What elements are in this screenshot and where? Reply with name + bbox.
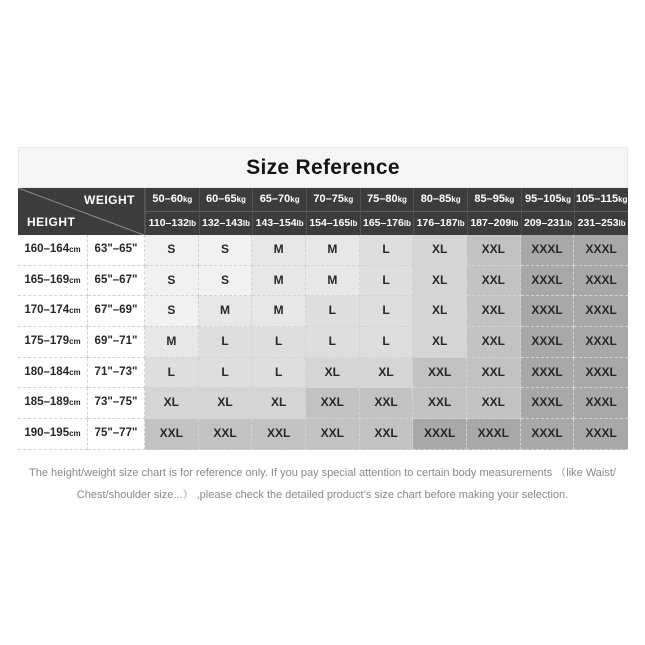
size-cell: XL bbox=[252, 388, 306, 419]
size-reference-card bbox=[18, 147, 628, 450]
unit-label: lb bbox=[511, 218, 519, 228]
unit-label: lb bbox=[403, 218, 411, 228]
weight-lb-cell: 176–187lb bbox=[413, 212, 467, 236]
size-cell: XXL bbox=[252, 419, 306, 450]
size-cell: XXL bbox=[467, 358, 521, 389]
height-inches-cell: 73"–75" bbox=[88, 388, 145, 419]
size-cell: L bbox=[199, 327, 253, 358]
size-cell: XXL bbox=[467, 296, 521, 327]
height-inches-cell: 71"–73" bbox=[88, 358, 145, 389]
size-cell: M bbox=[199, 296, 253, 327]
unit-label: kg bbox=[397, 195, 407, 204]
corner-cell bbox=[18, 188, 145, 235]
size-cell: XL bbox=[306, 358, 360, 389]
size-cell: XXL bbox=[467, 327, 521, 358]
size-cell: S bbox=[145, 296, 199, 327]
unit-label: kg bbox=[618, 195, 628, 204]
size-cell: XXXL bbox=[574, 419, 628, 450]
weight-lb-cell: 110–132lb bbox=[145, 212, 199, 236]
weight-header-row bbox=[18, 188, 628, 235]
weight-lb-cell: 187–209lb bbox=[467, 212, 521, 236]
unit-label: kg bbox=[561, 195, 572, 204]
weight-lb-cell: 231–253lb bbox=[574, 212, 628, 236]
height-cm-cell: 185–189cm bbox=[18, 388, 88, 419]
unit-label: kg bbox=[504, 195, 515, 204]
size-cell: XXXL bbox=[521, 419, 575, 450]
size-cell: L bbox=[252, 358, 306, 389]
weight-kg-cell: 65–70kg bbox=[252, 188, 306, 212]
size-cell: XXXL bbox=[574, 266, 628, 297]
size-cell: XXL bbox=[413, 388, 467, 419]
size-cell: M bbox=[306, 266, 360, 297]
weight-kg-cell: 105–115kg bbox=[574, 188, 628, 212]
size-cell: XXL bbox=[306, 419, 360, 450]
unit-label: cm bbox=[69, 429, 81, 439]
weight-lb-cell: 165–176lb bbox=[360, 212, 414, 236]
size-cell: L bbox=[306, 327, 360, 358]
size-table-body bbox=[18, 235, 628, 450]
height-inches-cell: 69"–71" bbox=[88, 327, 145, 358]
size-cell: XXXL bbox=[574, 296, 628, 327]
size-cell: L bbox=[306, 296, 360, 327]
height-cm-cell: 170–174cm bbox=[18, 296, 88, 327]
size-cell: XXL bbox=[306, 388, 360, 419]
size-cell: XXXL bbox=[413, 419, 467, 450]
size-cell: XL bbox=[413, 235, 467, 266]
size-cell: XL bbox=[413, 327, 467, 358]
page-title: Size Reference bbox=[246, 155, 400, 179]
size-cell: XXL bbox=[145, 419, 199, 450]
height-inches-cell: 65"–67" bbox=[88, 266, 145, 297]
unit-label: kg bbox=[290, 195, 300, 204]
size-cell: XXL bbox=[360, 419, 414, 450]
size-cell: XXL bbox=[199, 419, 253, 450]
size-cell: XXL bbox=[467, 388, 521, 419]
size-cell: XXXL bbox=[521, 358, 575, 389]
size-cell: XL bbox=[360, 358, 414, 389]
size-cell: XXXL bbox=[521, 327, 575, 358]
height-cm-cell: 180–184cm bbox=[18, 358, 88, 389]
unit-label: cm bbox=[69, 275, 81, 285]
weight-kg-cell: 85–95kg bbox=[467, 188, 521, 212]
height-cm-cell: 190–195cm bbox=[18, 419, 88, 450]
height-cm-cell: 160–164cm bbox=[18, 235, 88, 266]
size-cell: XXL bbox=[467, 235, 521, 266]
weight-lb-cell: 143–154lb bbox=[252, 212, 306, 236]
size-cell: XL bbox=[413, 296, 467, 327]
unit-label: lb bbox=[564, 218, 572, 228]
size-cell: XL bbox=[145, 388, 199, 419]
size-cell: L bbox=[360, 266, 414, 297]
height-cm-cell: 165–169cm bbox=[18, 266, 88, 297]
weight-kg-cell: 60–65kg bbox=[199, 188, 253, 212]
unit-label: cm bbox=[69, 337, 81, 347]
size-cell: M bbox=[252, 296, 306, 327]
size-cell: XXXL bbox=[574, 358, 628, 389]
disclaimer-text bbox=[0, 462, 645, 506]
disclaimer-line-2: Chest/shoulder size...） ,please check the detailed product’s size chart before making your selection. bbox=[76, 489, 569, 501]
size-cell: XXXL bbox=[574, 327, 628, 358]
size-cell: XXL bbox=[360, 388, 414, 419]
size-cell: L bbox=[199, 358, 253, 389]
unit-label: kg bbox=[451, 195, 461, 204]
size-cell: S bbox=[145, 235, 199, 266]
height-inches-cell: 67"–69" bbox=[88, 296, 145, 327]
size-cell: XXXL bbox=[574, 388, 628, 419]
weight-lb-cell: 132–143lb bbox=[199, 212, 253, 236]
unit-label: lb bbox=[296, 218, 304, 228]
unit-label: cm bbox=[69, 367, 81, 377]
unit-label: lb bbox=[188, 218, 197, 228]
size-cell: S bbox=[199, 235, 253, 266]
weight-lb-cell: 209–231lb bbox=[521, 212, 575, 236]
weight-lb-cell: 154–165lb bbox=[306, 212, 360, 236]
unit-label: lb bbox=[350, 218, 358, 228]
size-cell: XXXL bbox=[521, 388, 575, 419]
disclaimer-line-1: The height/weight size chart is for reference only. If you pay special attention to certain body measurements （like Waist/ bbox=[29, 467, 616, 479]
size-cell: XXXL bbox=[574, 235, 628, 266]
unit-label: cm bbox=[69, 245, 81, 254]
unit-label: kg bbox=[236, 195, 246, 204]
unit-label: kg bbox=[182, 195, 193, 204]
size-cell: L bbox=[360, 235, 414, 266]
height-inches-cell: 75"–77" bbox=[88, 419, 145, 450]
unit-label: kg bbox=[343, 195, 354, 204]
weight-kg-cell: 80–85kg bbox=[413, 188, 467, 212]
size-cell: M bbox=[252, 235, 306, 266]
height-cm-cell: 175–179cm bbox=[18, 327, 88, 358]
size-cell: L bbox=[252, 327, 306, 358]
unit-label: lb bbox=[457, 218, 465, 228]
size-cell: L bbox=[145, 358, 199, 389]
size-cell: M bbox=[145, 327, 199, 358]
weight-kg-cell: 70–75kg bbox=[306, 188, 360, 212]
unit-label: lb bbox=[242, 218, 250, 228]
size-cell: XXXL bbox=[521, 296, 575, 327]
size-cell: XL bbox=[413, 266, 467, 297]
size-cell: XXXL bbox=[521, 235, 575, 266]
size-cell: XXXL bbox=[521, 266, 575, 297]
height-inches-cell: 63"–65" bbox=[88, 235, 145, 266]
size-cell: XL bbox=[199, 388, 253, 419]
unit-label: cm bbox=[69, 398, 81, 408]
weight-kg-cell: 95–105kg bbox=[521, 188, 575, 212]
card-title-band bbox=[18, 147, 628, 188]
size-cell: XXXL bbox=[467, 419, 521, 450]
size-cell: L bbox=[360, 296, 414, 327]
size-cell: M bbox=[306, 235, 360, 266]
weight-axis-label: WEIGHT bbox=[84, 193, 135, 207]
weight-kg-cell: 75–80kg bbox=[360, 188, 414, 212]
size-cell: XXL bbox=[413, 358, 467, 389]
size-cell: S bbox=[145, 266, 199, 297]
unit-label: lb bbox=[618, 218, 626, 228]
size-cell: M bbox=[252, 266, 306, 297]
size-cell: L bbox=[360, 327, 414, 358]
size-cell: XXL bbox=[467, 266, 521, 297]
unit-label: cm bbox=[69, 306, 81, 316]
weight-kg-cell: 50–60kg bbox=[145, 188, 199, 212]
height-axis-label: HEIGHT bbox=[27, 215, 76, 229]
size-cell: S bbox=[199, 266, 253, 297]
